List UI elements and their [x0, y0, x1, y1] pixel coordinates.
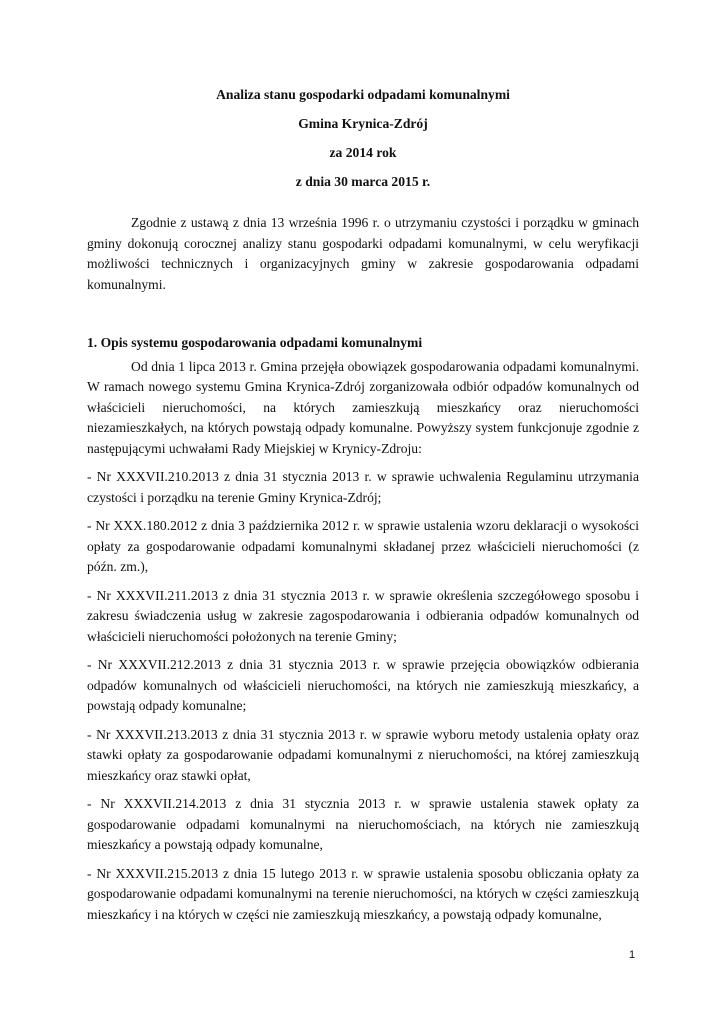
document-title-block — [87, 86, 639, 202]
document-body — [87, 213, 639, 933]
resolution-item: - Nr XXXVII.214.2013 z dnia 31 stycznia 2013 r. w sprawie ustalenia stawek opłaty za gospodarowanie odpadami komunalnymi na nieruchomościach, na których nie zamieszkują mieszkańcy a powstają odpady komunalne, — [87, 796, 639, 852]
resolution-item: - Nr XXXVII.212.2013 z dnia 31 stycznia 2013 r. w sprawie przejęcia obowiązków odbierania odpadów komunalnych od właścicieli nieruchomości, na których nie zamieszkują mieszkańcy, a powstają odpady komunalne; — [87, 657, 639, 713]
resolution-item: - Nr XXXVII.211.2013 z dnia 31 stycznia 2013 r. w sprawie określenia szczegółowego sposobu i zakresu świadczenia usług w zakresie zagospodarowania i odbierania odpadów komunalnych od właścicieli nieruchomości położonych na terenie Gminy; — [87, 587, 639, 644]
report-year: za 2014 rok — [329, 145, 397, 160]
resolution-item: - Nr XXXVII.213.2013 z dnia 31 stycznia 2013 r. w sprawie wyboru metody ustalenia opłaty oraz stawki opłaty za gospodarowanie odpadami komunalnymi z nieruchomości, na której zamieszkują mieszkańcy oraz stawki opłat, — [87, 726, 639, 783]
resolution-item: - Nr XXXVII.215.2013 z dnia 15 lutego 2013 r. w sprawie ustalenia sposobu obliczania opłaty za gospodarowanie odpadami komunalnymi na terenie nieruchomości, na których w części zamieszkują mieszkańcy i na których w części nie zamieszkują mieszkańcy, a powstają odpady komunalne, — [87, 865, 639, 922]
resolution-item: - Nr XXX.180.2012 z dnia 3 października 2012 r. w sprawie ustalenia wzoru deklaracji o wysokości opłaty za gospodarowanie odpadami komunalnymi składanej przez właścicieli nieruchomości (z późn. zm.), — [87, 518, 639, 574]
resolution-item: - Nr XXXVII.210.2013 z dnia 31 stycznia 2013 r. w sprawie uchwalenia Regulaminu utrzymania czystości i porządku na terenie Gminy Krynica-Zdrój; — [87, 469, 639, 505]
page-number: 1 — [629, 949, 636, 961]
document-title: Analiza stanu gospodarki odpadami komunalnymi — [216, 87, 510, 102]
section-heading: 1. Opis systemu gospodarowania odpadami komunalnymi — [87, 335, 423, 350]
report-date: z dnia 30 marca 2015 r. — [295, 174, 431, 189]
section-paragraph: Od dnia 1 lipca 2013 r. Gmina przejęła obowiązek gospodarowania odpadami komunalnymi. W ramach nowego systemu Gmina Krynica-Zdrój zorganizowała odbiór odpadów komunalnych od właścicieli nieruchomości, na których zamieszkują mieszkańcy oraz nieruchomości niezamieszkałych, na których powstają odpady komunalne. Powyższy system funkcjonuje zgodnie z następującymi uchwałami Rady Miejskiej w Krynicy-Zdroju: — [87, 358, 639, 456]
municipality-name: Gmina Krynica-Zdrój — [298, 116, 428, 131]
intro-paragraph: Zgodnie z ustawą z dnia 13 września 1996 r. o utrzymaniu czystości i porządku w gminach gminy dokonują corocznej analizy stanu gospodarki odpadami komunalnymi, w celu weryfikacji możliwości technicznych i organizacyjnych gminy w zakresie gospodarowania odpadami komunalnymi. — [87, 215, 639, 292]
